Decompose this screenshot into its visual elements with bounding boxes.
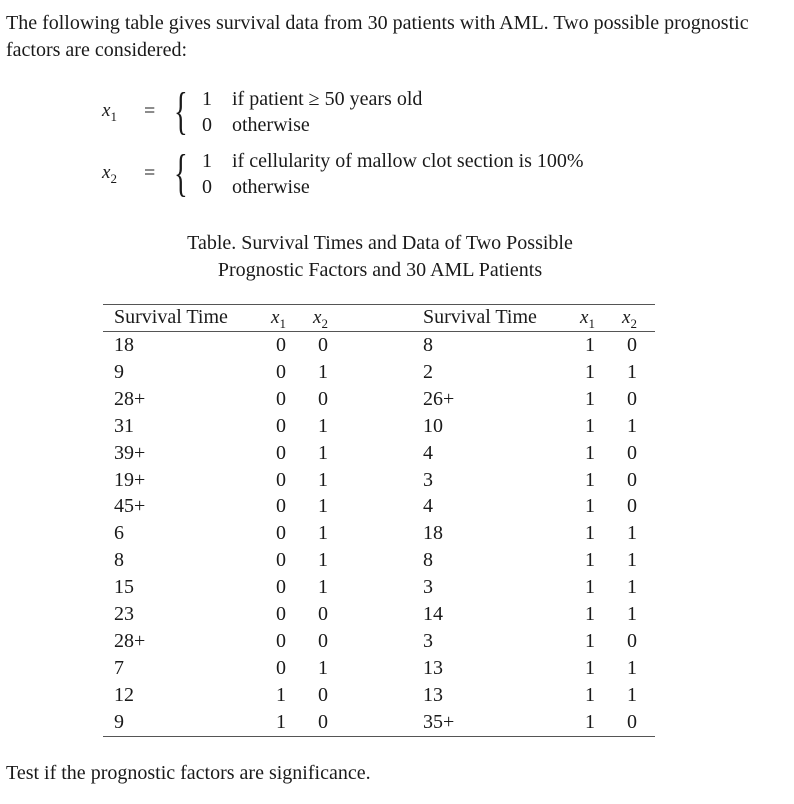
right-cell-x2: 1: [627, 603, 637, 625]
right-cell-x1: 1: [585, 576, 595, 599]
left-cell-x2: 1: [318, 522, 328, 545]
left-cell-x1: 0: [276, 334, 286, 356]
left-cell-x1: 0: [276, 360, 286, 383]
intro-paragraph: The following table gives survival data from 30 patients with AML. Two possible prognostic factors are considered:: [6, 12, 749, 61]
table-header-rule: [103, 331, 655, 332]
right-cell-x1: 1: [585, 468, 595, 491]
right-cell-x1: 1: [585, 710, 595, 733]
definition-x1-equals: =: [144, 100, 156, 122]
left-cell-x2: 1: [318, 414, 328, 437]
definition-x2-equals: =: [144, 162, 156, 184]
definition-x1: [0, 83, 794, 146]
left-cell-x1: 1: [276, 710, 286, 733]
left-cell-x2: 0: [318, 334, 328, 356]
left-cell-survival-time: 8: [114, 549, 124, 572]
left-cell-x1: 0: [276, 576, 286, 599]
right-cell-x2: 0: [627, 468, 637, 491]
left-cell-survival-time: 28+: [114, 387, 146, 410]
left-cell-x2: 1: [318, 360, 328, 383]
left-cell-x2: 1: [318, 495, 328, 518]
right-cell-x2: 1: [627, 360, 637, 383]
right-cell-x1: 1: [585, 360, 595, 383]
left-cell-survival-time: 7: [114, 656, 124, 679]
right-cell-x2: 1: [627, 656, 637, 679]
right-cell-survival-time: 14: [423, 603, 443, 625]
header-x2-left: $x_2$: [313, 307, 328, 331]
left-cell-survival-time: 9: [114, 360, 124, 383]
right-cell-x2: 1: [627, 683, 637, 706]
right-cell-x1: 1: [585, 549, 595, 572]
definition-x2-case-2: 0 otherwise: [202, 176, 310, 198]
right-cell-x1: 1: [585, 414, 595, 437]
right-cell-x2: 0: [627, 441, 637, 464]
definition-x1-variable: $x_1$: [102, 100, 117, 124]
left-cell-x2: 0: [318, 387, 328, 410]
header-survival-time-left: Survival Time: [114, 306, 228, 328]
header-x1-right: $x_1$: [580, 307, 595, 331]
left-cell-x1: 0: [276, 549, 286, 572]
left-cell-survival-time: 6: [114, 522, 124, 545]
right-cell-x1: 1: [585, 629, 595, 652]
left-cell-x2: 0: [318, 603, 328, 625]
question-text: Test if the prognostic factors are significance.: [6, 762, 371, 784]
left-cell-x1: 0: [276, 656, 286, 679]
left-cell-x1: 0: [276, 387, 286, 410]
left-cell-x1: 0: [276, 414, 286, 437]
left-cell-survival-time: 9: [114, 710, 124, 733]
right-cell-survival-time: 4: [423, 441, 433, 464]
right-cell-x2: 0: [627, 387, 637, 410]
header-survival-time-right: Survival Time: [423, 306, 537, 328]
header-x2-right: $x_2$: [622, 307, 637, 331]
right-cell-x1: 1: [585, 334, 595, 356]
left-cell-survival-time: 28+: [114, 629, 146, 652]
left-cell-x1: 0: [276, 495, 286, 518]
right-cell-x2: 0: [627, 710, 637, 733]
left-cell-survival-time: 12: [114, 683, 134, 706]
right-cell-survival-time: 35+: [423, 710, 455, 733]
definition-x2-case-1: 1 if cellularity of mallow clot section is 100%: [202, 150, 584, 172]
right-cell-x1: 1: [585, 683, 595, 706]
left-cell-x1: 0: [276, 629, 286, 652]
left-cell-x2: 1: [318, 441, 328, 464]
left-cell-x1: 0: [276, 603, 286, 625]
right-cell-x1: 1: [585, 495, 595, 518]
definition-x1-case-1: 1 if patient ≥ 50 years old: [202, 88, 423, 110]
right-cell-survival-time: 3: [423, 629, 433, 652]
left-cell-survival-time: 45+: [114, 495, 146, 518]
left-cell-x1: 0: [276, 522, 286, 545]
left-cell-x1: 1: [276, 683, 286, 706]
right-cell-x2: 0: [627, 334, 637, 356]
left-cell-survival-time: 19+: [114, 468, 146, 491]
right-cell-survival-time: 8: [423, 549, 433, 572]
right-cell-survival-time: 3: [423, 576, 433, 599]
right-cell-survival-time: 4: [423, 495, 433, 518]
left-cell-x1: 0: [276, 468, 286, 491]
definition-x2-brace: {: [174, 145, 188, 202]
left-cell-x2: 1: [318, 549, 328, 572]
right-cell-x2: 0: [627, 629, 637, 652]
right-cell-survival-time: 13: [423, 683, 443, 706]
left-cell-x2: 1: [318, 576, 328, 599]
right-cell-x2: 1: [627, 414, 637, 437]
right-cell-x1: 1: [585, 441, 595, 464]
right-cell-x2: 1: [627, 549, 637, 572]
right-cell-survival-time: 18: [423, 522, 443, 545]
right-cell-survival-time: 3: [423, 468, 433, 491]
right-cell-survival-time: 2: [423, 360, 433, 383]
right-cell-survival-time: 13: [423, 656, 443, 679]
left-cell-x2: 1: [318, 468, 328, 491]
left-cell-x2: 0: [318, 710, 328, 733]
right-cell-x1: 1: [585, 656, 595, 679]
left-cell-x2: 0: [318, 683, 328, 706]
right-cell-survival-time: 26+: [423, 387, 455, 410]
left-cell-survival-time: 18: [114, 334, 134, 356]
right-cell-survival-time: 10: [423, 414, 443, 437]
definition-x1-brace: {: [174, 83, 188, 140]
right-cell-x2: 1: [627, 522, 637, 545]
table-caption-line-2: Prognostic Factors and 30 AML Patients: [217, 259, 543, 281]
table-bottom-rule: [103, 736, 655, 737]
left-cell-x1: 0: [276, 441, 286, 464]
table-caption-line-1: Table. Survival Times and Data of Two Possible: [187, 232, 573, 254]
definition-x2-variable: $x_2$: [102, 162, 117, 186]
definition-x2: [0, 145, 794, 208]
right-cell-x1: 1: [585, 522, 595, 545]
right-cell-x2: 0: [627, 495, 637, 518]
left-cell-survival-time: 31: [114, 414, 134, 437]
table-caption: [0, 230, 760, 284]
definition-x1-case-2: 0 otherwise: [202, 114, 310, 136]
left-cell-survival-time: 15: [114, 576, 134, 599]
header-x1-left: $x_1$: [271, 307, 286, 331]
right-cell-x1: 1: [585, 603, 595, 625]
right-cell-x1: 1: [585, 387, 595, 410]
left-cell-x2: 1: [318, 656, 328, 679]
left-cell-survival-time: 23: [114, 603, 134, 625]
right-cell-survival-time: 8: [423, 334, 433, 356]
left-cell-survival-time: 39+: [114, 441, 146, 464]
left-cell-x2: 0: [318, 629, 328, 652]
right-cell-x2: 1: [627, 576, 637, 599]
